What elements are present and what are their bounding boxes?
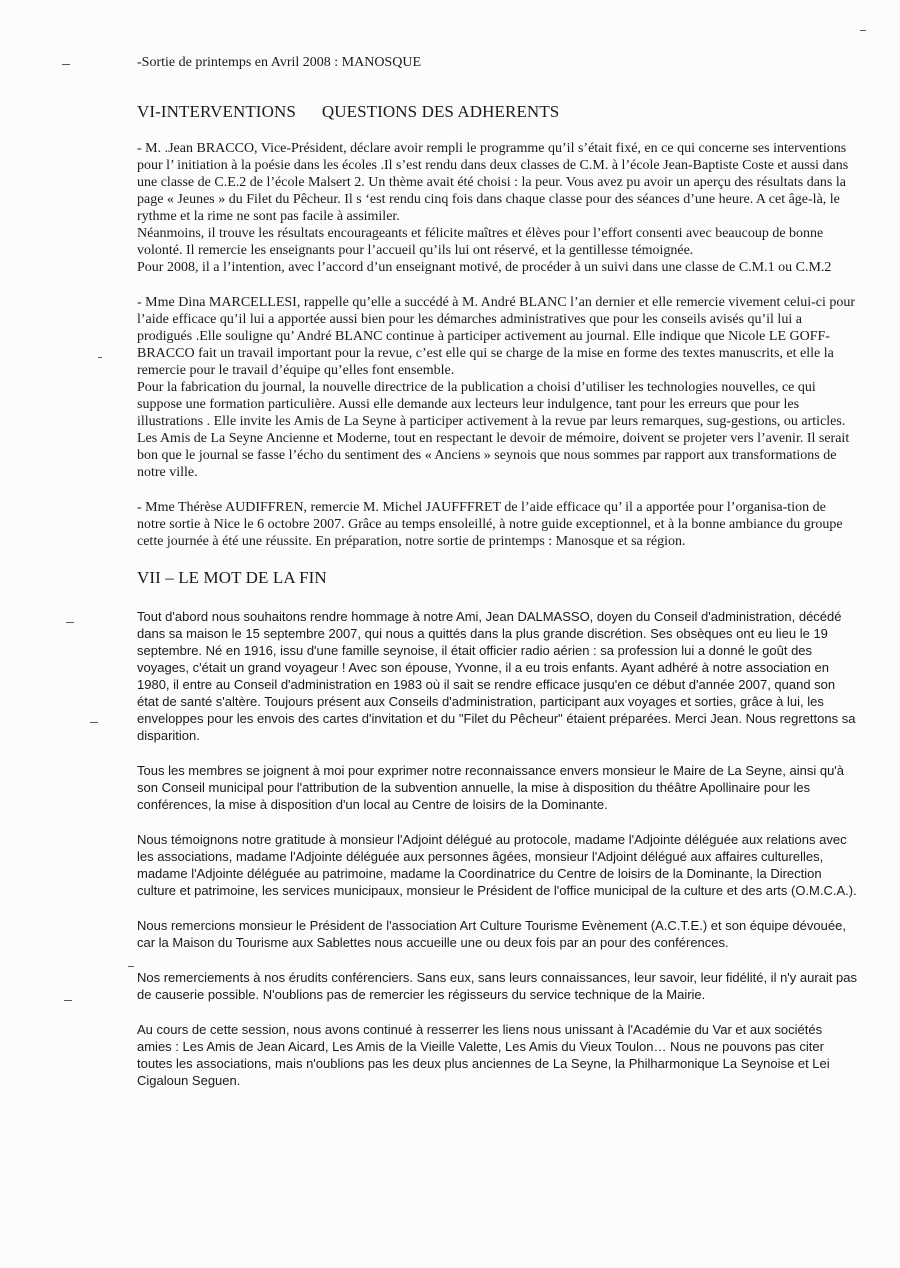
paragraph-maire: Tous les membres se joignent à moi pour exprimer notre reconnaissance envers monsieur le Maire de La Seyne, ainsi qu'à son Conseil municipal pour l'attribution de la subvention annuelle, la mise à disposition du théâtre Apollinaire pour les conférences, la mise à disposition d'un local au Centre de loisirs de la Dominante. — [137, 763, 845, 812]
scan-mark — [98, 357, 102, 358]
paragraph-bracco: - M. .Jean BRACCO, Vice-Président, déclare avoir rempli le programme qu’il s’était fixé, en ce qui concerne ses interventions pour l’ initiation à la poésie dans les écoles .Il s’est rendu dans deux classes de C.M. à l’école Jean-Baptiste Coste et aussi dans une classe de C.E.2 de l’école Malsert 2. Un thème avait été choisi : la peur. Vous avez pu avoir un aperçu des résultats dans la page « Jeunes » du Filet du Pêcheur. Il s ‘est rendu cinq fois dans chaque classe pour des séances d’une heure. A cet âge-là, le rythme et la rime ne sont pas facile à assimiler. Néanmoins, il trouve les résultats encourageants et félicite maîtres et élèves pour l’effort consenti avec beaucoup de bonne volonté. Il remercie les enseignants pour l’accueil qu’ils lui ont réservé, et la gentillesse témoignée. Pour 2008, il a l’intention, avec l’accord d’un enseignant motivé, de procéder à un suivi dans une classe de C.M.1 ou C.M.2 — [137, 141, 849, 275]
paragraph-acte: Nous remercions monsieur le Président de l'association Art Culture Tourisme Evènement (A.C.T.E.) et son équipe dévouée, car la Maison du Tourisme aux Sablettes nous accueille une ou deux fois par an pour des conférences. — [137, 918, 846, 950]
paragraph-audiffren: - Mme Thérèse AUDIFFREN, remercie M. Michel JAUFFFRET de l’aide efficace qu’ il a apportée pour l’organisa-tion de notre sortie à Nice le 6 octobre 2007. Grâce au temps ensoleillé, à notre guide exceptionnel, et à la bonne ambiance du groupe cette journée à été une réussite. En préparation, notre sortie de printemps : Manosque et sa région. — [137, 500, 843, 549]
paragraph-marcellesi: - Mme Dina MARCELLESI, rappelle qu’elle a succédé à M. André BLANC l’an dernier et elle remercie vivement celui-ci pour l’aide efficace qu’il lui a apportée aussi bien pour les démarches administratives que pour les conseils avisés qu’il lui a prodigués .Elle souligne qu’ André BLANC continue à participer activement au journal. Elle indique que Nicole LE GOFF-BRACCO fait un travail important pour la revue, c’est elle qui se charge de la mise en forme des textes manuscrits, et elle la remercie pour le travail d’équipe qu’elles font ensemble. Pour la fabrication du journal, la nouvelle directrice de la publication a choisi d’utiliser les technologies nouvelles, ce qui suppose une formation particulière. Aussi elle demande aux lecteurs leur indulgence, tant pour les erreurs que pour les illustrations . Elle invite les Amis de La Seyne à participer activement à la revue par leurs remarques, sug-gestions, ou articles. Les Amis de La Seyne Ancienne et Moderne, tout en respectant le devoir de mémoire, doivent se projeter vers l’avenir. Il serait bon que le journal se fasse l’écho du sentiment des « Anciens » seynois que nous sommes par rapport aux transformations de notre ville. — [137, 295, 856, 480]
section-6-heading-left: VI-INTERVENTIONS — [137, 102, 296, 121]
paragraph-gratitude: Nous témoignons notre gratitude à monsieur l'Adjoint délégué au protocole, madame l'Adjointe déléguée aux relations avec les associations, madame l'Adjointe déléguée aux personnes âgées, monsieur l'Adjoint délégué aux affaires culturelles, madame l'Adjointe déléguée au patrimoine, madame la Coordinatrice du Centre de loisirs de la Dominante, la Direction culture et patrimoine, les services municipaux, monsieur le Président de l'office municipal de la culture et des arts (O.M.C.A.). — [137, 832, 857, 898]
scan-mark — [128, 966, 134, 967]
intro-line: -Sortie de printemps en Avril 2008 : MANOSQUE — [137, 55, 421, 70]
section-6-body — [137, 140, 857, 550]
document-content — [137, 54, 857, 1107]
scan-mark — [62, 64, 70, 65]
paragraph-hommage: Tout d'abord nous souhaitons rendre hommage à notre Ami, Jean DALMASSO, doyen du Conseil d'administration, décédé dans sa maison le 15 septembre 2007, qui nous a quittés dans la plus grande discrétion. Ses obsèques ont eu lieu le 19 septembre. Né en 1916, issu d'une famille seynoise, il était officier radio aérien : sa profession lui a donné le goût des voyages, c'était un grand voyageur ! Avec son épouse, Yvonne, il a eu trois enfants. Ayant adhéré à notre association en 1980, il entre au Conseil d'administration en 1983 où il sait se rendre efficace jusqu'en ce début d'année 2007, quand son état de santé s'altère. Toujours présent aux Conseils d'administration, participant aux voyages et sorties, grâce à lui, les enveloppes pour les envois des cartes d'invitation et du "Filet du Pêcheur" étaient préparées. Merci Jean. Nous regrettons sa disparition. — [137, 609, 856, 743]
section-7-heading: VII – LE MOT DE LA FIN — [137, 568, 327, 587]
scan-mark — [64, 1000, 72, 1001]
scan-mark — [860, 30, 866, 31]
paragraph-conferenciers: Nos remerciements à nos érudits conférenciers. Sans eux, sans leurs connaissances, leur savoir, leur fidélité, il n'y aurait pas de causerie possible. N'oublions pas de remercier les régisseurs du service technique de la Mairie. — [137, 970, 857, 1002]
section-6-heading — [137, 102, 857, 122]
section-7-body — [137, 608, 857, 1089]
scan-mark — [90, 722, 98, 723]
scan-mark — [66, 622, 74, 623]
section-6-heading-right: QUESTIONS DES ADHERENTS — [321, 102, 560, 121]
paragraph-societes: Au cours de cette session, nous avons continué à resserrer les liens nous unissant à l'Académie du Var et aux sociétés amies : Les Amis de Jean Aicard, Les Amis de la Vieille Valette, Les Amis du Vieux Toulon… Nous ne pouvons pas citer toutes les associations, mais n'oublions pas les deux plus anciennes de La Seyne, la Philharmonique La Seynoise et Lei Cigaloun Seguen. — [137, 1022, 830, 1088]
